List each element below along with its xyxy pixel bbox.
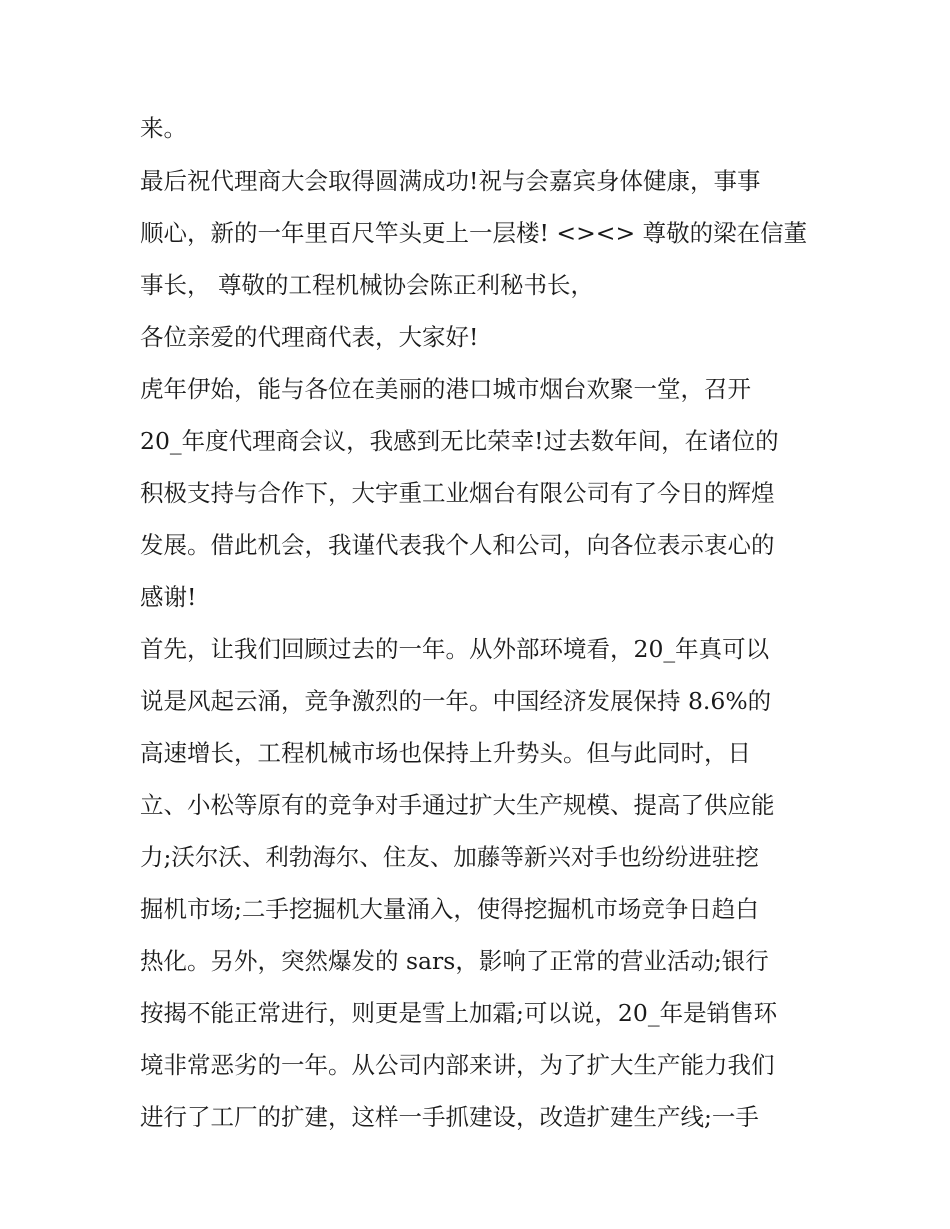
text-line: 说是风起云涌，竞争激烈的一年。中国经济发展保持 8.6%的 [140, 687, 772, 715]
text-line: 20_年度代理商会议，我感到无比荣幸!过去数年间，在诸位的 [140, 427, 779, 455]
text-line: 首先，让我们回顾过去的一年。从外部环境看，20_年真可以 [140, 635, 770, 663]
text-line: 感谢! [140, 583, 197, 611]
text-line: 境非常恶劣的一年。从公司内部来讲，为了扩大生产能力我们 [140, 1051, 775, 1079]
text-line: 按揭不能正常进行，则更是雪上加霜;可以说，20_年是销售环 [140, 999, 778, 1027]
text-line: 掘机市场;二手挖掘机大量涌入，使得挖掘机市场竞争日趋白 [140, 895, 759, 923]
text-line: 事长， 尊敬的工程机械协会陈正利秘书长， [140, 271, 594, 299]
text-line: 力;沃尔沃、利勃海尔、住友、加藤等新兴对手也纷纷进驻挖 [140, 843, 759, 871]
text-line: 最后祝代理商大会取得圆满成功!祝与会嘉宾身体健康，事事 [140, 167, 761, 195]
text-line: 高速增长，工程机械市场也保持上升势头。但与此同时，日 [140, 739, 751, 767]
text-line: 热化。另外，突然爆发的 sars，影响了正常的营业活动;银行 [140, 947, 769, 975]
text-line: 虎年伊始，能与各位在美丽的港口城市烟台欢聚一堂，召开 [140, 375, 751, 403]
text-line: 各位亲爱的代理商代表，大家好! [140, 323, 479, 351]
text-line: 积极支持与合作下，大宇重工业烟台有限公司有了今日的辉煌 [140, 479, 775, 507]
text-line: 发展。借此机会，我谨代表我个人和公司，向各位表示衷心的 [140, 531, 775, 559]
text-line: 来。 [140, 114, 187, 142]
text-line: 顺心，新的一年里百尺竿头更上一层楼! <><> 尊敬的梁在信董 [140, 219, 808, 247]
text-line: 进行了工厂的扩建，这样一手抓建设，改造扩建生产线;一手 [140, 1103, 759, 1131]
text-line: 立、小松等原有的竞争对手通过扩大生产规模、提高了供应能 [140, 791, 775, 819]
